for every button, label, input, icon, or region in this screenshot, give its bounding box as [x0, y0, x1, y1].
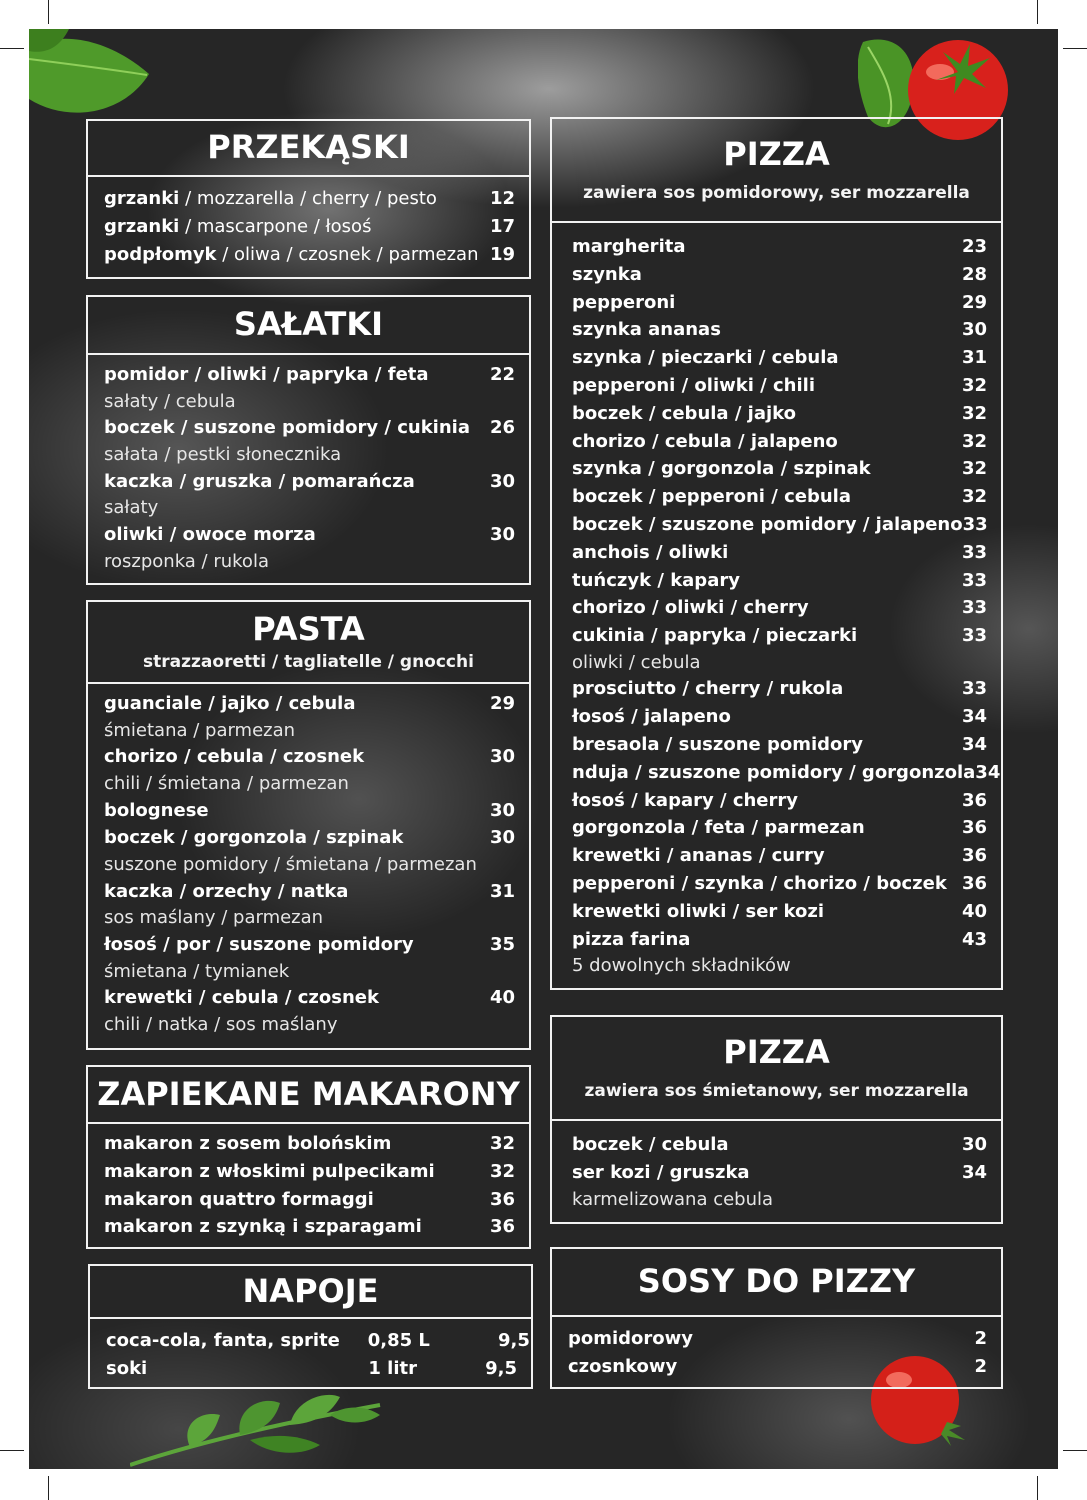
item-price: 31: [961, 347, 987, 369]
item-price: 29: [489, 693, 515, 714]
item-price: 30: [489, 799, 515, 821]
menu-item: [104, 1158, 515, 1186]
item-price: 32: [489, 1133, 515, 1154]
item-name: coca-cola, fanta, sprite: [106, 1330, 340, 1351]
menu-item: [104, 185, 515, 213]
section-subtitle: zawiera sos śmietanowy, ser mozzarella: [584, 1080, 969, 1101]
item-price: 31: [489, 880, 515, 902]
menu-item: [572, 787, 987, 815]
item-ingredients: / mascarpone / łosoś: [179, 215, 372, 237]
item-name: pomidor / oliwki / papryka / feta: [104, 364, 429, 385]
item-name: czosnkowy: [568, 1355, 678, 1377]
item-price: 30: [489, 746, 515, 768]
item-name: pizza farina: [572, 928, 691, 950]
item-name: makaron z szynką i szparagami: [104, 1216, 422, 1238]
item-description: sałata / pestki słonecznika: [104, 444, 342, 466]
item-name: boczek / cebula: [572, 1134, 729, 1155]
item-price: 33: [961, 678, 987, 700]
menu-item: [104, 468, 515, 496]
item-name: makaron z włoskimi pulpecikami: [104, 1160, 435, 1182]
item-price: 9,5: [485, 1357, 517, 1379]
item-description: sałaty: [104, 497, 159, 519]
item-price: 28: [961, 263, 987, 285]
item-description: sos maślany / parmezan: [104, 907, 324, 929]
menu-item: [104, 1130, 515, 1158]
section-header: [552, 119, 1001, 223]
item-price: 29: [961, 291, 987, 313]
menu-item: [572, 703, 987, 731]
item-price: 34: [975, 761, 1001, 783]
menu-item: [104, 521, 515, 549]
item-price: 36: [961, 789, 987, 811]
item-name: makaron z sosem bolońskim: [104, 1133, 392, 1154]
item-volume: 0,85 L: [367, 1330, 430, 1351]
item-name: boczek / gorgonzola / szpinak: [104, 827, 404, 849]
item-name: chorizo / cebula / jalapeno: [572, 430, 838, 452]
item-price: 22: [489, 364, 515, 385]
section-pasta: [86, 600, 531, 1050]
item-price: 33: [961, 625, 987, 647]
item-name: boczek / pepperoni / cebula: [572, 486, 851, 508]
section-salatki: [86, 295, 531, 585]
section-header: [88, 602, 529, 684]
section-title: PIZZA: [723, 135, 830, 174]
section-header: [88, 1067, 529, 1124]
pizza-cream-list: [552, 1121, 1001, 1212]
drink-item: [106, 1327, 530, 1355]
item-name: kaczka / gruszka / pomarańcza: [104, 470, 415, 492]
item-name: łosoś / por / suszone pomidory: [104, 933, 414, 955]
menu-item: [104, 878, 515, 906]
menu-item: [572, 926, 987, 954]
item-price: 33: [961, 569, 987, 591]
menu-item: [104, 984, 515, 1012]
item-name: pepperoni / oliwki / chili: [572, 374, 815, 396]
section-title: PIZZA: [723, 1033, 830, 1072]
menu-item: [572, 731, 987, 759]
crop-mark: [48, 0, 49, 24]
menu-item: [572, 675, 987, 703]
section-header: [552, 1017, 1001, 1121]
item-name: bolognese: [104, 799, 209, 821]
section-zapiekane: [86, 1065, 531, 1249]
menu-item: [572, 814, 987, 842]
item-price: 30: [961, 319, 987, 341]
menu-item: [572, 567, 987, 595]
pizza-tomato-list: [552, 223, 1001, 979]
pasta-list: [88, 684, 529, 1038]
section-header: [90, 1266, 531, 1319]
item-price: 40: [489, 987, 515, 1009]
crop-mark: [1037, 1476, 1038, 1500]
item-ingredients: / oliwa / czosnek / parmezan: [216, 243, 479, 265]
menu-item: [104, 743, 515, 771]
item-price: 36: [961, 817, 987, 839]
item-volume: 1 litr: [368, 1357, 417, 1379]
item-name: szynka / gorgonzola / szpinak: [572, 458, 871, 480]
item-price: 32: [961, 458, 987, 480]
crop-mark: [1037, 0, 1038, 24]
menu-item: [104, 1213, 515, 1241]
item-name: margherita: [572, 236, 686, 257]
menu-item: [572, 1131, 987, 1159]
section-title: SAŁATKI: [233, 305, 384, 344]
item-price: 2: [974, 1355, 987, 1377]
menu-item: [572, 344, 987, 372]
item-description: chili / śmietana / parmezan: [104, 773, 349, 795]
menu-item: [572, 594, 987, 622]
menu-item: [104, 797, 515, 825]
item-name: makaron quattro formaggi: [104, 1188, 374, 1210]
item-price: 23: [961, 236, 987, 257]
item-name: ser kozi / gruszka: [572, 1161, 750, 1183]
menu-item: [572, 1159, 987, 1187]
item-name: chorizo / cebula / czosnek: [104, 746, 365, 768]
item-name: pepperoni: [572, 291, 676, 313]
section-title: PRZEKĄSKI: [207, 128, 410, 167]
section-title: PASTA: [252, 610, 365, 649]
item-price: 2: [974, 1328, 987, 1349]
menu-item: [104, 414, 515, 442]
section-title: SOSY DO PIZZY: [637, 1262, 916, 1301]
item-price: 40: [961, 900, 987, 922]
item-price: 12: [489, 188, 515, 209]
item-price: 36: [489, 1188, 515, 1210]
crop-mark: [0, 1450, 24, 1451]
item-name: gorgonzola / feta / parmezan: [572, 817, 865, 839]
item-name: tuńczyk / kapary: [572, 569, 740, 591]
section-napoje: [88, 1264, 533, 1389]
item-price: 43: [961, 928, 987, 950]
item-name: chorizo / oliwki / cherry: [572, 597, 809, 619]
item-name: krewetki / cebula / czosnek: [104, 987, 379, 1009]
menu-item: [572, 289, 987, 317]
item-price: 32: [961, 430, 987, 452]
item-name: grzanki: [104, 215, 180, 237]
menu-item: [572, 233, 987, 261]
menu-item: [104, 361, 515, 389]
item-description: roszponka / rukola: [104, 550, 269, 572]
item-description: oliwki / cebula: [572, 651, 701, 673]
item-price: 36: [961, 873, 987, 895]
item-name: krewetki / ananas / curry: [572, 845, 825, 867]
item-price: 33: [961, 597, 987, 619]
item-name: anchois / oliwki: [572, 541, 729, 563]
section-przekaski: [86, 119, 531, 279]
item-price: 34: [961, 706, 987, 728]
crop-mark: [0, 48, 24, 49]
item-price: 30: [489, 827, 515, 849]
item-price: 30: [489, 523, 515, 545]
item-name: boczek / szuszone pomidory / jalapeno: [572, 513, 963, 535]
menu-item: [572, 428, 987, 456]
menu-item: [104, 690, 515, 718]
item-name: szynka: [572, 263, 642, 285]
section-subtitle: zawiera sos pomidorowy, ser mozzarella: [583, 182, 970, 203]
item-description: 5 dowolnych składników: [572, 955, 791, 977]
item-price: 32: [489, 1160, 515, 1182]
menu-item: [572, 622, 987, 650]
menu-item: [572, 539, 987, 567]
menu-item: [104, 824, 515, 852]
section-header: [552, 1249, 1001, 1317]
item-price: 17: [489, 215, 515, 237]
menu-item: [572, 842, 987, 870]
item-description: sałaty / cebula: [104, 390, 236, 412]
section-header: [88, 121, 529, 177]
item-name: grzanki: [104, 188, 180, 209]
menu-item: [568, 1325, 987, 1353]
section-title: NAPOJE: [242, 1271, 379, 1310]
item-name: oliwki / owoce morza: [104, 523, 316, 545]
item-price: 30: [489, 470, 515, 492]
basil-leaf-icon: [29, 29, 159, 129]
section-sosy: [550, 1247, 1003, 1389]
menu-item: [572, 400, 987, 428]
item-price: 32: [961, 486, 987, 508]
item-name: szynka / pieczarki / cebula: [572, 347, 839, 369]
section-pizza-tomato: [550, 117, 1003, 990]
menu-item: [572, 870, 987, 898]
crop-mark: [1063, 48, 1087, 49]
section-header: [88, 297, 529, 355]
item-price: 9,5: [498, 1330, 530, 1351]
menu-item: [572, 898, 987, 926]
menu-item: [572, 372, 987, 400]
menu-item: [104, 213, 515, 241]
menu-item: [572, 759, 1001, 787]
item-price: 32: [961, 374, 987, 396]
item-description: śmietana / parmezan: [104, 719, 296, 741]
item-price: 33: [961, 541, 987, 563]
item-name: boczek / cebula / jajko: [572, 402, 797, 424]
item-price: 19: [489, 243, 515, 265]
section-title: ZAPIEKANE MAKARONY: [97, 1074, 520, 1113]
menu-item: [572, 455, 987, 483]
item-description: suszone pomidory / śmietana / parmezan: [104, 854, 477, 876]
item-price: 33: [962, 513, 988, 535]
item-description: chili / natka / sos maślany: [104, 1014, 338, 1036]
item-price: 30: [961, 1134, 987, 1155]
item-name: nduja / szuszone pomidory / gorgonzola: [572, 761, 976, 783]
salatki-list: [88, 355, 529, 574]
item-name: szynka ananas: [572, 319, 721, 341]
menu-item: [104, 241, 515, 269]
item-name: prosciutto / cherry / rukola: [572, 678, 844, 700]
menu-item: [568, 1353, 987, 1381]
drink-item: [106, 1355, 517, 1383]
item-name: pepperoni / szynka / chorizo / boczek: [572, 873, 947, 895]
item-ingredients: / mozzarella / cherry / pesto: [179, 188, 437, 209]
item-name: cukinia / papryka / pieczarki: [572, 625, 858, 647]
item-price: 35: [489, 933, 515, 955]
menu-item: [104, 1186, 515, 1214]
item-price: 36: [489, 1216, 515, 1238]
item-name: boczek / suszone pomidory / cukinia: [104, 417, 470, 439]
menu-item: [572, 316, 987, 344]
item-description: karmelizowana cebula: [572, 1188, 774, 1210]
menu-item: [572, 483, 987, 511]
crop-mark: [1063, 1450, 1087, 1451]
section-subtitle: strazzaoretti / tagliatelle / gnocchi: [143, 651, 474, 672]
item-price: 36: [961, 845, 987, 867]
item-name: guanciale / jajko / cebula: [104, 693, 356, 714]
item-price: 26: [489, 417, 515, 439]
sosy-list: [552, 1317, 1001, 1381]
item-name: krewetki oliwki / ser kozi: [572, 900, 825, 922]
item-name: podpłomyk: [104, 243, 217, 265]
zapiekane-list: [88, 1124, 529, 1241]
crop-mark: [48, 1476, 49, 1500]
item-name: bresaola / suszone pomidory: [572, 734, 864, 756]
item-price: 32: [961, 402, 987, 424]
item-price: 34: [961, 734, 987, 756]
item-name: soki: [106, 1357, 148, 1379]
menu-item: [572, 511, 987, 539]
item-price: 34: [961, 1161, 987, 1183]
item-description: śmietana / tymianek: [104, 960, 290, 982]
menu-item: [572, 261, 987, 289]
section-pizza-cream: [550, 1015, 1003, 1224]
arugula-icon: [130, 1385, 390, 1470]
item-name: kaczka / orzechy / natka: [104, 880, 349, 902]
item-name: łosoś / jalapeno: [572, 706, 731, 728]
item-name: pomidorowy: [568, 1328, 694, 1349]
menu-item: [104, 931, 515, 959]
item-name: łosoś / kapary / cherry: [572, 789, 798, 811]
